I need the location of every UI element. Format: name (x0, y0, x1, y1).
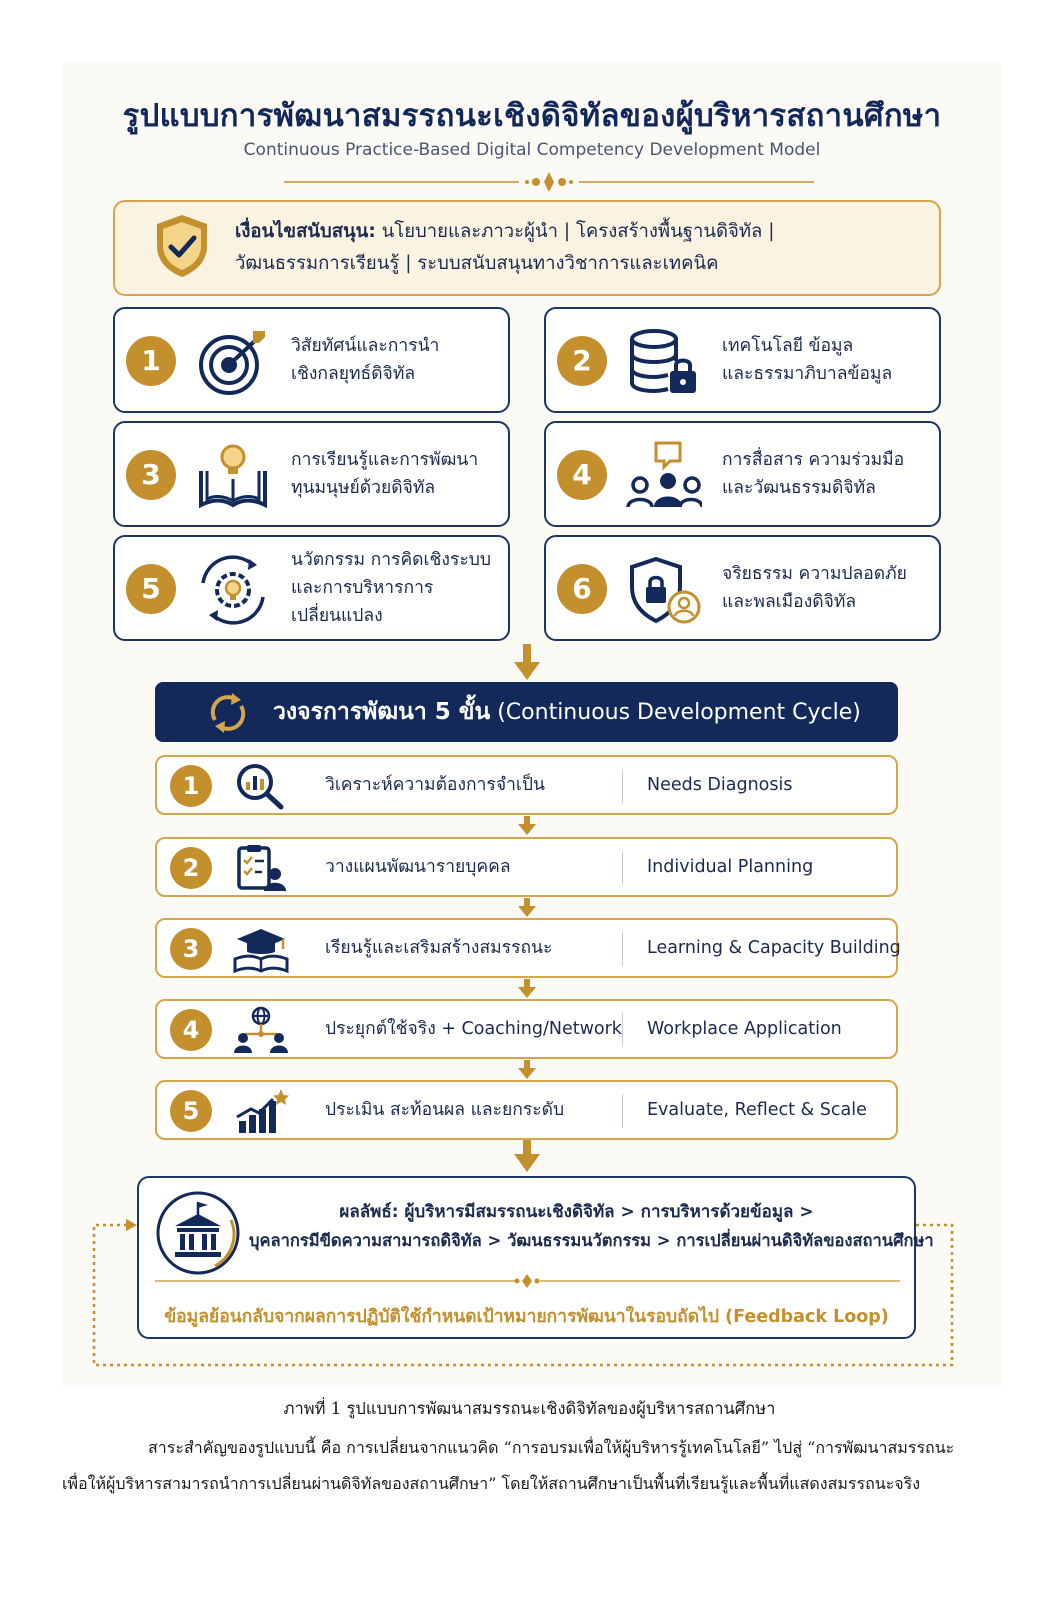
graduation-cap-book-icon (233, 925, 289, 973)
cycle-step-2 (155, 837, 898, 897)
step-number: 3 (170, 928, 212, 970)
flow-arrow-icon (517, 979, 537, 999)
page-title: รูปแบบการพัฒนาสมรรถนะเชิงดิจิทัลของผู้บริหารสถานศึกษา (122, 98, 942, 134)
step-label-th: ประยุกต์ใช้จริง + Coaching/Network (325, 1019, 622, 1039)
outcome-line-1: ผลลัพธ์: ผู้บริหารมีสมรรถนะเชิงดิจิทัล > การบริหารด้วยข้อมูล > (339, 1202, 814, 1222)
body-paragraph-line-1: สาระสำคัญของรูปแบบนี้ คือ การเปลี่ยนจากแนวคิด “การอบรมเพื่อให้ผู้บริหารรู้เทคโนโลยี” ไปสู่ “การพัฒนาสมรรถนะ (148, 1438, 955, 1457)
dimension-number: 1 (126, 336, 176, 386)
cycle-step-1 (155, 755, 898, 815)
dimension-label: เทคโนโลยี ข้อมูล และธรรมาภิบาลข้อมูล (722, 336, 893, 384)
cycle-title (273, 682, 861, 742)
dimension-card-1 (113, 307, 510, 413)
cycle-step-4 (155, 999, 898, 1059)
step-number: 2 (170, 847, 212, 889)
dimension-number: 2 (557, 336, 607, 386)
flow-arrow-icon (517, 898, 537, 918)
figure-caption: ภาพที่ 1 รูปแบบการพัฒนาสมรรถนะเชิงดิจิทัลของผู้บริหารสถานศึกษา (283, 1399, 776, 1418)
cycle-step-3 (155, 918, 901, 978)
outcome-line-2: บุคลากรมีขีดความสามารถดิจิทัล > วัฒนธรรมนวัตกรรม > การเปลี่ยนผ่านดิจิทัลของสถานศึกษา (249, 1231, 934, 1250)
title-ornament (284, 170, 814, 194)
step-number: 4 (170, 1009, 212, 1051)
step-label-th: วิเคราะห์ความต้องการจำเป็น (325, 775, 545, 795)
step-number: 1 (170, 765, 212, 807)
step-label-en: Workplace Application (647, 1019, 842, 1039)
people-chat-icon (626, 441, 702, 511)
cycle-title-th: วงจรการพัฒนา 5 ขั้น (273, 699, 491, 725)
network-people-icon (233, 1006, 289, 1054)
dimension-label: วิสัยทัศน์และการนำ เชิงกลยุทธ์ดิจิทัล (291, 336, 440, 384)
step-number: 5 (170, 1090, 212, 1132)
flow-arrow-icon (512, 644, 542, 682)
shield-lock-user-icon (626, 555, 702, 625)
outcome-divider (155, 1274, 900, 1288)
support-conditions-line2: วัฒนธรรมการเรียนรู้ | ระบบสนับสนุนทางวิชาการและเทคนิค (235, 253, 719, 274)
page-subtitle: Continuous Practice-Based Digital Competency Development Model (243, 140, 821, 160)
dimension-number: 5 (126, 564, 176, 614)
dimension-number: 4 (557, 450, 607, 500)
cycle-step-5 (155, 1080, 898, 1140)
dimension-number: 3 (126, 450, 176, 500)
step-label-th: วางแผนพัฒนารายบุคคล (325, 857, 511, 877)
cycle-header (155, 682, 898, 742)
flow-arrow-icon (517, 816, 537, 836)
dimension-label: การเรียนรู้และการพัฒนา ทุนมนุษย์ด้วยดิจิทัล (291, 450, 479, 498)
dimension-card-3 (113, 421, 510, 527)
gear-bulb-icon (195, 555, 271, 625)
step-label-th: ประเมิน สะท้อนผล และยกระดับ (325, 1100, 565, 1120)
support-conditions-text (235, 216, 925, 280)
step-label-th: เรียนรู้และเสริมสร้างสมรรถนะ (325, 938, 553, 958)
cycle-title-en: (Continuous Development Cycle) (497, 700, 861, 725)
step-divider (622, 1013, 623, 1047)
dimension-label: จริยธรรม ความปลอดภัย และพลเมืองดิจิทัล (722, 564, 907, 612)
feedback-loop-text: ข้อมูลย้อนกลับจากผลการปฏิบัติใช้กำหนดเป้าหมายการพัฒนาในรอบถัดไป (Feedback Loop) (164, 1307, 889, 1327)
dimension-number: 6 (557, 564, 607, 614)
shield-check-icon (153, 212, 211, 280)
step-divider (622, 932, 623, 966)
target-icon (195, 327, 271, 397)
step-divider (622, 851, 623, 885)
support-conditions-label: เงื่อนไขสนับสนุน: (235, 221, 376, 242)
support-conditions-line1: นโยบายและภาวะผู้นำ | โครงสร้างพื้นฐานดิจิทัล | (381, 221, 775, 242)
growth-chart-star-icon (233, 1087, 289, 1135)
dimension-card-4 (544, 421, 941, 527)
body-paragraph-line-2: เพื่อให้ผู้บริหารสามารถนำการเปลี่ยนผ่านดิจิทัลของสถานศึกษา” โดยให้สถานศึกษาเป็นพื้นที่เรียนรู้และพื้นที่แสดงสมรรถนะจริง (62, 1474, 921, 1493)
step-divider (622, 1094, 623, 1128)
step-label-en: Evaluate, Reflect & Scale (647, 1100, 867, 1120)
step-divider (622, 769, 623, 803)
cycle-arrows-icon (205, 690, 251, 736)
book-lightbulb-icon (195, 441, 271, 511)
step-label-en: Individual Planning (647, 857, 814, 877)
dimension-card-6 (544, 535, 941, 641)
database-lock-icon (626, 327, 702, 397)
flow-arrow-icon (512, 1140, 542, 1174)
clipboard-user-icon (233, 844, 289, 892)
dimension-label: นวัตกรรม การคิดเชิงระบบ และการบริหารการ เปลี่ยนแปลง (291, 550, 491, 626)
support-conditions-box (113, 200, 941, 296)
step-label-en: Learning & Capacity Building (647, 938, 901, 958)
step-label-en: Needs Diagnosis (647, 775, 793, 795)
dimension-card-2 (544, 307, 941, 413)
magnifier-chart-icon (233, 762, 289, 810)
dimension-card-5 (113, 535, 510, 641)
flow-arrow-icon (517, 1060, 537, 1080)
dimension-label: การสื่อสาร ความร่วมมือ และวัฒนธรรมดิจิทัล (722, 450, 905, 498)
outcome-box (137, 1176, 934, 1339)
